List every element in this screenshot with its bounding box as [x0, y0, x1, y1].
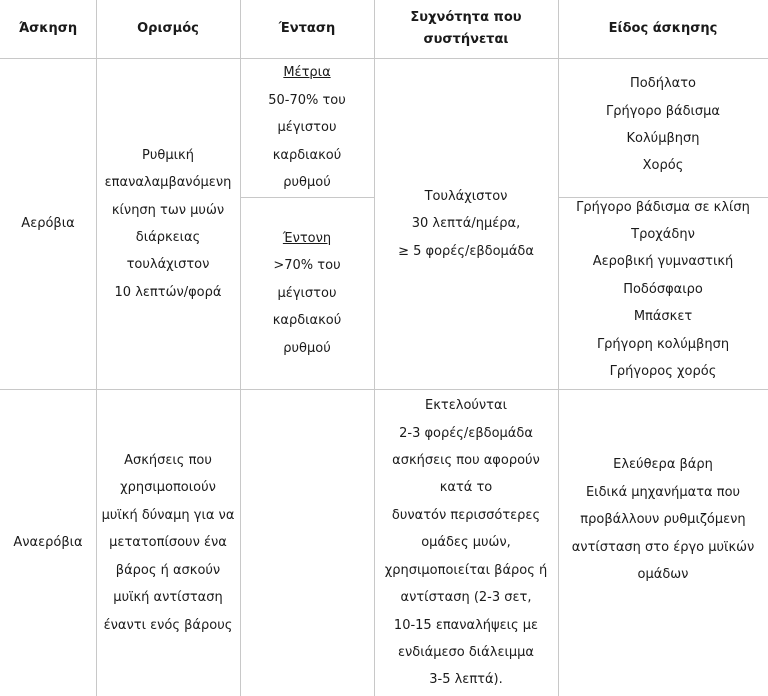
- header-frequency: Συχνότητα που συστήνεται: [410, 10, 522, 47]
- aerobic-intensity-moderate: Μέτρια 50-70% του μέγιστου καρδιακού ρυθμού: [240, 59, 374, 197]
- aerobic-intensity-vigorous: Έντονη >70% του μέγιστου καρδιακού ρυθμού: [240, 198, 374, 389]
- header-type: Είδος άσκησης: [608, 21, 718, 36]
- aerobic-definition: Ρυθμική επαναλαμβανόμενη κίνηση των μυών διάρκειας τουλάχιστον 10 λεπτών/φορά: [104, 147, 232, 300]
- header-intensity: Ένταση: [278, 21, 336, 36]
- moderate-title: Μέτρια: [283, 65, 331, 81]
- anaerobic-types: Ελεύθερα βάρη Ειδικά μηχανήματα που προβάλλουν ρυθμιζόμενη αντίσταση στο έργο μυϊκών ομάδων: [571, 457, 755, 583]
- header-definition: Ορισμός: [137, 21, 199, 36]
- header-exercise: Άσκηση: [18, 21, 78, 36]
- aerobic-types-moderate: Ποδήλατο Γρήγορο βάδισμα Κολύμβηση Χορός: [605, 76, 721, 174]
- anaerobic-frequency: Εκτελούνται 2-3 φορές/εβδομάδα ασκήσεις που αφορούν κατά το δυνατόν περισσότερες ομάδες μυών, χρησιμοποιείται βάρος ή αντίσταση (2-3 σετ, 10-15 επαναλήψεις με ενδιάμεσο διάλειμμα 3-5 λεπτά).: [384, 398, 548, 688]
- anaerobic-intensity: [240, 390, 374, 696]
- anaerobic-definition: Ασκήσεις που χρησιμοποιούν μυϊκή δύναμη για να μετατοπίσουν ένα βάρος ή ασκούν μυϊκή αντίσταση έναντι ενός βάρους: [101, 453, 235, 633]
- aerobic-types-vigorous: Γρήγορο βάδισμα σε κλίση Τροχάδην Αεροβική γυμναστική Ποδόσφαιρο Μπάσκετ Γρήγορη κολύμβηση Γρήγορος χορός: [576, 199, 750, 380]
- anaerobic-name: Αναερόβια: [13, 535, 83, 551]
- aerobic-frequency: Τουλάχιστον 30 λεπτά/ημέρα, ≥ 5 φορές/εβδομάδα: [398, 188, 534, 259]
- aerobic-name: Αερόβια: [21, 216, 75, 232]
- vigorous-title: Έντονη: [282, 230, 332, 246]
